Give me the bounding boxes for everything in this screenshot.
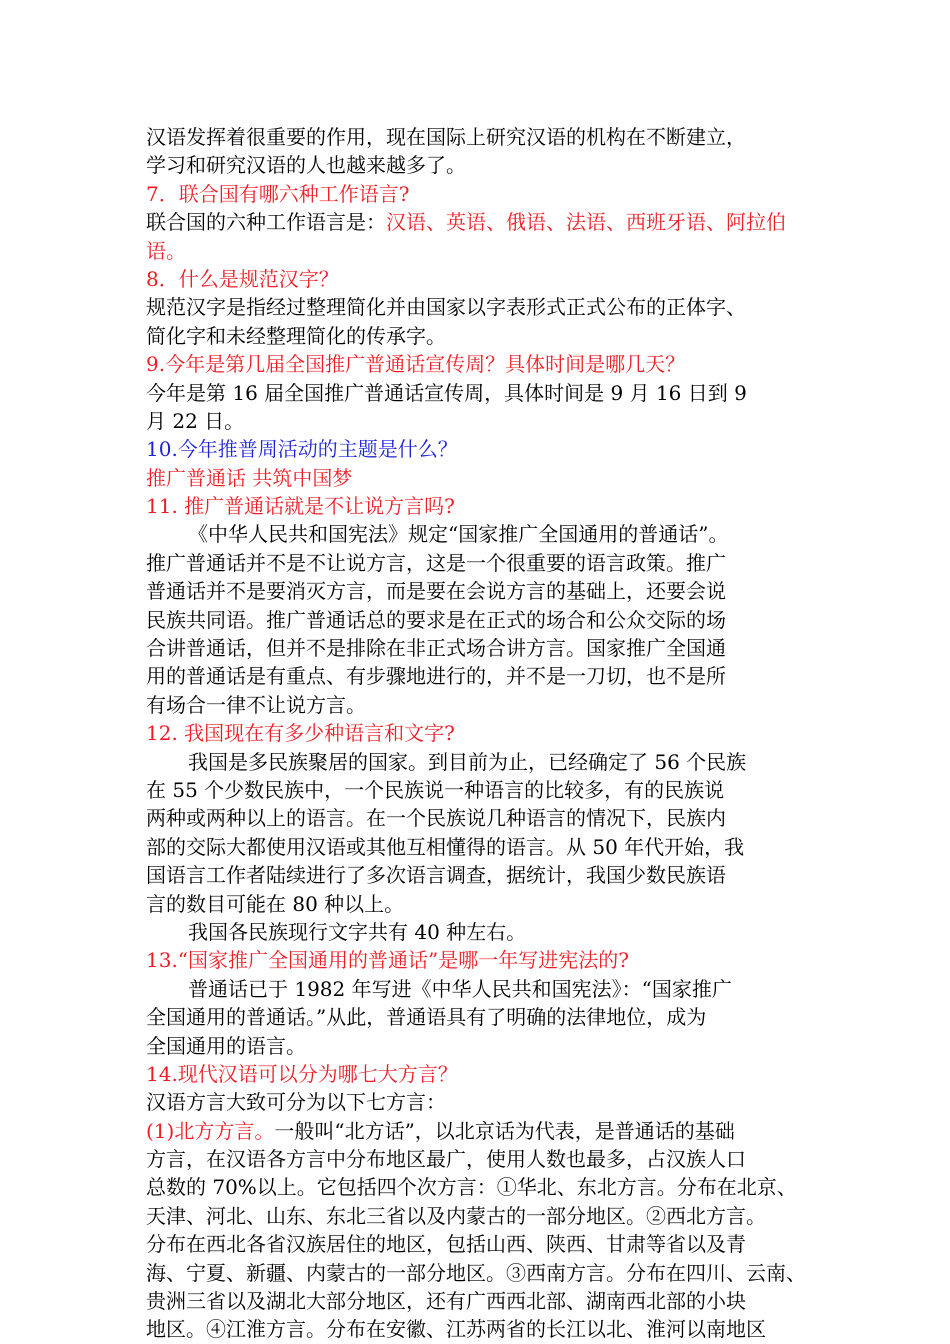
text-line bbox=[146, 606, 818, 634]
body-text: 言的数目可能在 80 种以上。 bbox=[146, 891, 405, 916]
highlight-text: 14.现代汉语可以分为哪七大方言？ bbox=[146, 1061, 458, 1086]
body-text: 部的交际大都使用汉语或其他互相懂得的语言。从 50 年代开始，我 bbox=[146, 834, 745, 859]
body-text: 全国通用的普通话。”从此，普通语具有了明确的法律地位，成为 bbox=[146, 1005, 707, 1030]
body-text: 合讲普通话，但并不是排除在非正式场合讲方言。国家推广全国通 bbox=[146, 636, 726, 661]
body-text: 我国是多民族聚居的国家。到目前为止，已经确定了 56 个民族 bbox=[188, 749, 747, 774]
highlight-text: (1)北方方言。 bbox=[146, 1118, 275, 1143]
body-text: 《中华人民共和国宪法》规定“国家推广全国通用的普通话”。 bbox=[188, 522, 729, 547]
highlight-text: 13.“国家推广全国通用的普通话”是哪一年写进宪法的? bbox=[146, 948, 629, 973]
document-body bbox=[146, 123, 818, 1344]
body-text: 民族共同语。推广普通话总的要求是在正式的场合和公众交际的场 bbox=[146, 607, 726, 632]
text-line bbox=[146, 804, 818, 832]
body-text: 有场合一律不让说方言。 bbox=[146, 692, 366, 717]
text-line bbox=[146, 946, 818, 974]
text-line bbox=[146, 861, 818, 889]
text-line bbox=[146, 918, 818, 946]
body-text: 月 22 日。 bbox=[146, 408, 245, 433]
text-line bbox=[146, 1145, 818, 1173]
highlight-text: 汉语、英语、俄语、法语、西班牙语、阿拉伯 bbox=[386, 210, 786, 235]
text-line bbox=[146, 180, 818, 208]
highlight-text: 语。 bbox=[146, 238, 186, 263]
body-text: 汉语方言大致可分为以下七方言： bbox=[146, 1090, 446, 1115]
text-line bbox=[146, 265, 818, 293]
body-text: 两种或两种以上的语言。在一个民族说几种语言的情况下，民族内 bbox=[146, 806, 726, 831]
body-text: 普通话已于 1982 年写进《中华人民共和国宪法》：“国家推广 bbox=[188, 976, 732, 1001]
body-text: 汉语发挥着很重要的作用，现在国际上研究汉语的机构在不断建立， bbox=[146, 125, 746, 149]
highlight-text: 12. 我国现在有多少种语言和文字? bbox=[146, 721, 455, 746]
text-line bbox=[146, 634, 818, 662]
text-line bbox=[146, 123, 818, 151]
text-line bbox=[146, 1003, 818, 1031]
text-line bbox=[146, 890, 818, 918]
text-line bbox=[146, 1230, 818, 1258]
highlight-text: 11. 推广普通话就是不让说方言吗? bbox=[146, 494, 455, 519]
body-text: 全国通用的语言。 bbox=[146, 1033, 306, 1058]
text-line bbox=[146, 1088, 818, 1116]
body-text: 国语言工作者陆续进行了多次语言调查，据统计，我国少数民族语 bbox=[146, 863, 726, 888]
text-line bbox=[146, 776, 818, 804]
text-line bbox=[146, 435, 818, 463]
text-line bbox=[146, 464, 818, 492]
body-text: 我国各民族现行文字共有 40 种左右。 bbox=[188, 919, 527, 944]
text-line bbox=[146, 833, 818, 861]
body-text: 规范汉字是指经过整理简化并由国家以字表形式正式公布的正体字、 bbox=[146, 295, 746, 320]
body-text: 学习和研究汉语的人也越来越多了。 bbox=[146, 153, 466, 178]
body-text: 联合国的六种工作语言是： bbox=[146, 210, 386, 235]
text-line bbox=[146, 975, 818, 1003]
text-line bbox=[146, 1259, 818, 1287]
text-line bbox=[146, 748, 818, 776]
text-line bbox=[146, 1315, 818, 1343]
text-line bbox=[146, 549, 818, 577]
text-line bbox=[146, 379, 818, 407]
text-line bbox=[146, 1202, 818, 1230]
text-line bbox=[146, 1032, 818, 1060]
text-line bbox=[146, 1117, 818, 1145]
text-line bbox=[146, 1287, 818, 1315]
text-line bbox=[146, 1060, 818, 1088]
highlight-text: 8．什么是规范汉字？ bbox=[146, 266, 339, 291]
body-text: 总数的 70%以上。它包括四个次方言：①华北、东北方言。分布在北京、 bbox=[146, 1175, 797, 1200]
text-line bbox=[146, 577, 818, 605]
text-line bbox=[146, 322, 818, 350]
text-line bbox=[146, 407, 818, 435]
body-text: 推广普通话并不是不让说方言，这是一个很重要的语言政策。推广 bbox=[146, 550, 726, 575]
text-line bbox=[146, 151, 818, 179]
body-text: 分布在西北各省汉族居住的地区，包括山西、陕西、甘肃等省以及青 bbox=[146, 1232, 746, 1257]
highlight-text: 10.今年推普周活动的主题是什么？ bbox=[146, 437, 458, 462]
body-text: 地区。④江淮方言。分布在安徽、江苏两省的长江以北、淮河以南地区 bbox=[146, 1317, 766, 1342]
highlight-text: 推广普通话 共筑中国梦 bbox=[146, 465, 353, 490]
highlight-text: 9.今年是第几届全国推广普通话宣传周？具体时间是哪几天？ bbox=[146, 352, 686, 377]
body-text: 海、宁夏、新疆、内蒙古的一部分地区。③西南方言。分布在四川、云南、 bbox=[146, 1260, 806, 1285]
text-line bbox=[146, 1173, 818, 1201]
text-line bbox=[146, 350, 818, 378]
text-line bbox=[146, 237, 818, 265]
highlight-text: 7．联合国有哪六种工作语言? bbox=[146, 181, 410, 206]
body-text: 用的普通话是有重点、有步骤地进行的，并不是一刀切，也不是所 bbox=[146, 664, 726, 689]
text-line bbox=[146, 691, 818, 719]
body-text: 一般叫“北方话”，以北京话为代表，是普通话的基础 bbox=[274, 1118, 735, 1143]
text-line bbox=[146, 293, 818, 321]
body-text: 普通话并不是要消灭方言，而是要在会说方言的基础上，还要会说 bbox=[146, 579, 726, 604]
text-line bbox=[146, 719, 818, 747]
body-text: 方言，在汉语各方言中分布地区最广，使用人数也最多，占汉族人口 bbox=[146, 1147, 746, 1172]
text-line bbox=[146, 208, 818, 236]
text-line bbox=[146, 520, 818, 548]
body-text: 简化字和未经整理简化的传承字。 bbox=[146, 323, 446, 348]
text-line bbox=[146, 492, 818, 520]
body-text: 今年是第 16 届全国推广普通话宣传周，具体时间是 9 月 16 日到 9 bbox=[146, 380, 747, 405]
body-text: 在 55 个少数民族中，一个民族说一种语言的比较多，有的民族说 bbox=[146, 777, 725, 802]
body-text: 贵洲三省以及湖北大部分地区，还有广西西北部、湖南西北部的小块 bbox=[146, 1289, 746, 1314]
text-line bbox=[146, 662, 818, 690]
body-text: 天津、河北、山东、东北三省以及内蒙古的一部分地区。②西北方言。 bbox=[146, 1203, 766, 1228]
